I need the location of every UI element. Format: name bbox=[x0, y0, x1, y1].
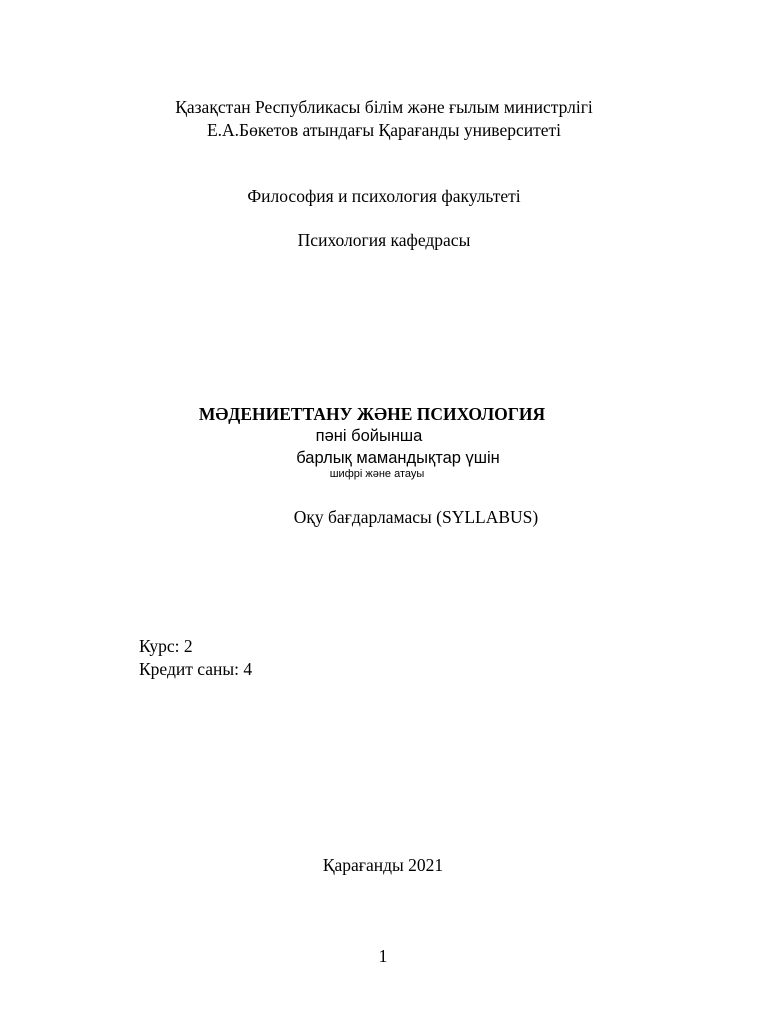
ministry-line: Қазақстан Республикасы білім және ғылым министрлігі bbox=[175, 97, 593, 117]
page-number: 1 bbox=[378, 946, 388, 966]
credit-count: Кредит саны: 4 bbox=[139, 659, 253, 679]
course-number: Курс: 2 bbox=[139, 636, 193, 656]
department-line: Психология кафедрасы bbox=[297, 230, 471, 250]
subject-line: пәні бойынша bbox=[315, 427, 423, 445]
university-line: Е.А.Бөкетов атындағы Қарағанды университеті bbox=[206, 120, 562, 140]
faculty-line: Философия и психология факультеті bbox=[247, 186, 521, 206]
city-year: Қарағанды 2021 bbox=[322, 855, 444, 875]
code-note: шифрі және атауы bbox=[329, 468, 425, 480]
course-title: МӘДЕНИЕТТАНУ ЖӘНЕ ПСИХОЛОГИЯ bbox=[198, 404, 546, 424]
syllabus-label: Оқу бағдарламасы (SYLLABUS) bbox=[293, 507, 539, 527]
audience-line: барлық мамандықтар үшін bbox=[296, 449, 500, 467]
